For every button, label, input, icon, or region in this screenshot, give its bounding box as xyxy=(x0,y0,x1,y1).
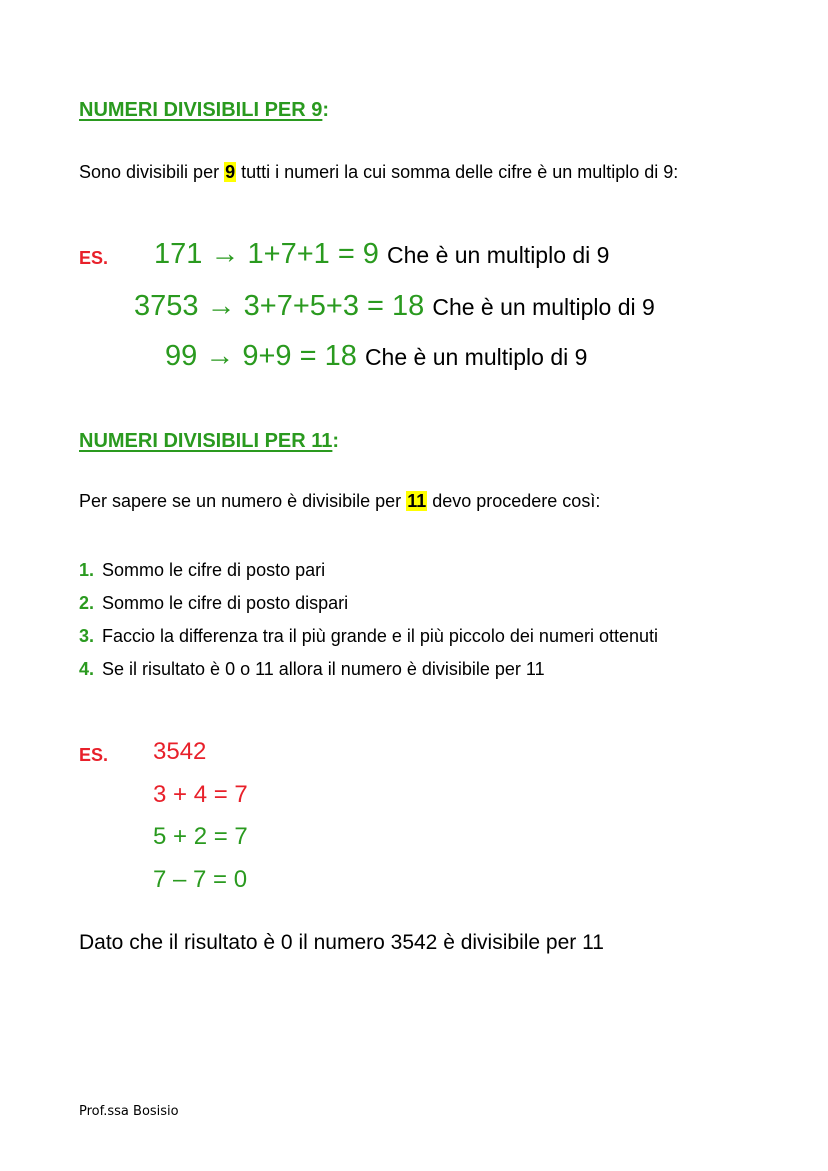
example-9-1: 171 → 1+7+1 = 9 Che è un multiplo di 9 xyxy=(154,238,610,270)
footer-author: Prof.ssa Bosisio xyxy=(79,1104,179,1119)
example-11-odd-sum: 5 + 2 = 7 xyxy=(153,823,248,850)
section-11-title: NUMERI DIVISIBILI PER 11: xyxy=(79,430,340,452)
example-11-number: 3542 xyxy=(153,738,207,765)
section-9-title: NUMERI DIVISIBILI PER 9: xyxy=(79,99,330,121)
highlight-9: 9 xyxy=(225,162,236,182)
example-9-3: 99 → 9+9 = 18 Che è un multiplo di 9 xyxy=(165,340,588,372)
step-2: 2. Sommo le cifre di posto dispari xyxy=(79,593,349,613)
conclusion: Dato che il risultato è 0 il numero 3542 è divisibile per 11 xyxy=(79,931,604,954)
example-9-2: 3753 → 3+7+5+3 = 18 Che è un multiplo di 9 xyxy=(134,290,655,322)
example-11-difference: 7 – 7 = 0 xyxy=(153,866,248,893)
step-4: 4. Se il risultato è 0 o 11 allora il numero è divisibile per 11 xyxy=(79,659,545,679)
step-1: 1. Sommo le cifre di posto pari xyxy=(79,560,326,580)
highlight-11: 11 xyxy=(407,491,427,511)
es-label-11: ES. xyxy=(79,745,109,765)
section-11-intro: Per sapere se un numero è divisibile per 11 devo procedere così: xyxy=(79,491,601,511)
es-label-9: ES. xyxy=(79,248,109,268)
example-11-even-sum: 3 + 4 = 7 xyxy=(153,781,248,808)
step-3: 3. Faccio la differenza tra il più grande e il più piccolo dei numeri ottenuti xyxy=(79,626,658,646)
section-9-rule: Sono divisibili per 9 tutti i numeri la cui somma delle cifre è un multiplo di 9: xyxy=(79,162,679,182)
